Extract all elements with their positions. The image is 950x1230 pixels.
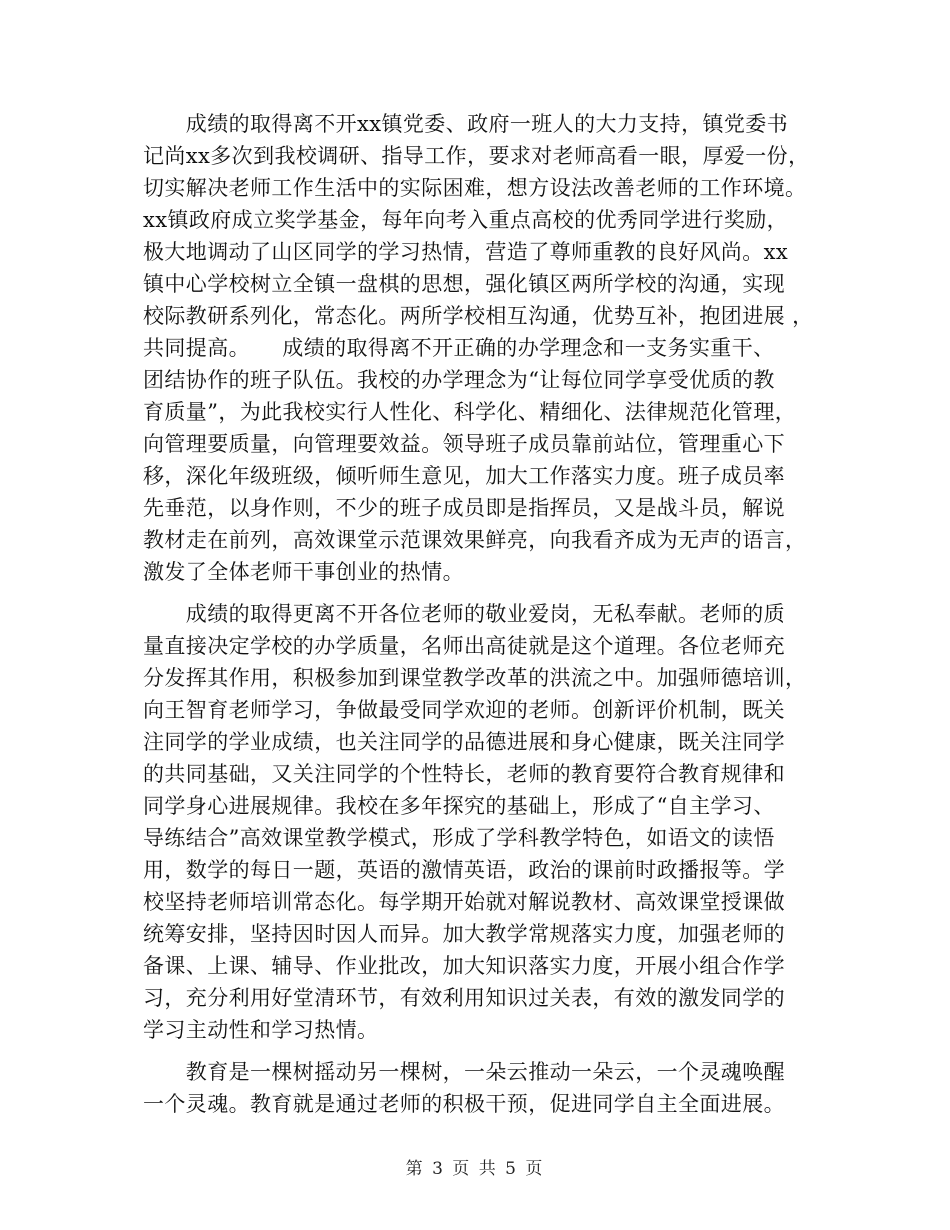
text-line: 共同提高。 成绩的取得离不开正确的办学理念和一支务实重干、 (143, 336, 775, 360)
page-number-footer: 第 3 页 共 5 页 (405, 1159, 545, 1179)
paragraph-2 (143, 598, 823, 1046)
text-line: 注同学的学业成绩，也关注同学的品德进展和身心健康，既关注同学 (143, 730, 785, 754)
paragraph-1 (143, 108, 823, 588)
text-line: 学习主动性和学习热情。 (143, 1018, 379, 1042)
text-line: 习，充分利用好堂清环节，有效利用知识过关表，有效的激发同学的 (143, 986, 785, 1010)
text-line: 同学身心进展规律。我校在多年探究的基础上，形成了“自主学习、 (143, 794, 775, 818)
text-line: 教材走在前列，高效课堂示范课效果鲜亮，向我看齐成为无声的语言， (143, 528, 807, 552)
paragraph-3 (143, 1056, 823, 1120)
text-line: 成绩的取得更离不开各位老师的敬业爱岗，无私奉献。老师的质 (143, 602, 785, 626)
text-line: 量直接决定学校的办学质量，名师出高徒就是这个道理。各位老师充 (143, 634, 785, 658)
text-line: xx镇政府成立奖学基金，每年向考入重点高校的优秀同学进行奖励， (143, 208, 789, 232)
text-line: 分发挥其作用，积极参加到课堂教学改革的洪流之中。加强师德培训， (143, 666, 807, 690)
document-body (143, 108, 823, 1120)
text-line: 导练结合”高效课堂教学模式，形成了学科教学特色，如语文的读悟 (143, 826, 775, 850)
text-line: 的共同基础，又关注同学的个性特长，老师的教育要符合教育规律和 (143, 762, 785, 786)
text-line: 育质量”，为此我校实行人性化、科学化、精细化、法律规范化管理， (143, 400, 797, 424)
text-line: 备课、上课、辅导、作业批改，加大知识落实力度，开展小组合作学 (143, 954, 785, 978)
text-line: 一个灵魂。教育就是通过老师的积极干预，促进同学自主全面进展。 (143, 1092, 785, 1116)
text-line: 极大地调动了山区同学的学习热情，营造了尊师重教的良好风尚。xx (143, 240, 789, 264)
text-line: 向管理要质量，向管理要效益。领导班子成员靠前站位，管理重心下 (143, 432, 785, 456)
text-line: 成绩的取得离不开xx镇党委、政府一班人的大力支持，镇党委书 (143, 112, 789, 136)
text-line: 先垂范，以身作则，不少的班子成员即是指挥员，又是战斗员，解说 (143, 496, 785, 520)
text-line: 教育是一棵树摇动另一棵树，一朵云推动一朵云，一个灵魂唤醒 (143, 1060, 785, 1084)
text-line: 移，深化年级班级，倾听师生意见，加大工作落实力度。班子成员率 (143, 464, 785, 488)
text-line: 激发了全体老师干事创业的热情。 (143, 560, 464, 584)
text-line: 镇中心学校树立全镇一盘棋的思想，强化镇区两所学校的沟通，实现 (143, 272, 785, 296)
text-line: 用，数学的每日一题，英语的激情英语，政治的课前时政播报等。学 (143, 858, 785, 882)
text-line: 统筹安排，坚持因时因人而异。加大教学常规落实力度，加强老师的 (143, 922, 785, 946)
text-line: 校际教研系列化，常态化。两所学校相互沟通，优势互补，抱团进展 ， (143, 304, 814, 328)
text-line: 切实解决老师工作生活中的实际困难，想方设法改善老师的工作环境。 (143, 176, 807, 200)
text-line: 校坚持老师培训常态化。每学期开始就对解说教材、高效课堂授课做 (143, 890, 785, 914)
text-line: 团结协作的班子队伍。我校的办学理念为“让每位同学享受优质的教 (143, 368, 775, 392)
text-line: 向王智育老师学习，争做最受同学欢迎的老师。创新评价机制，既关 (143, 698, 785, 722)
text-line: 记尚xx多次到我校调研、指导工作，要求对老师高看一眼，厚爱一份， (143, 144, 810, 168)
